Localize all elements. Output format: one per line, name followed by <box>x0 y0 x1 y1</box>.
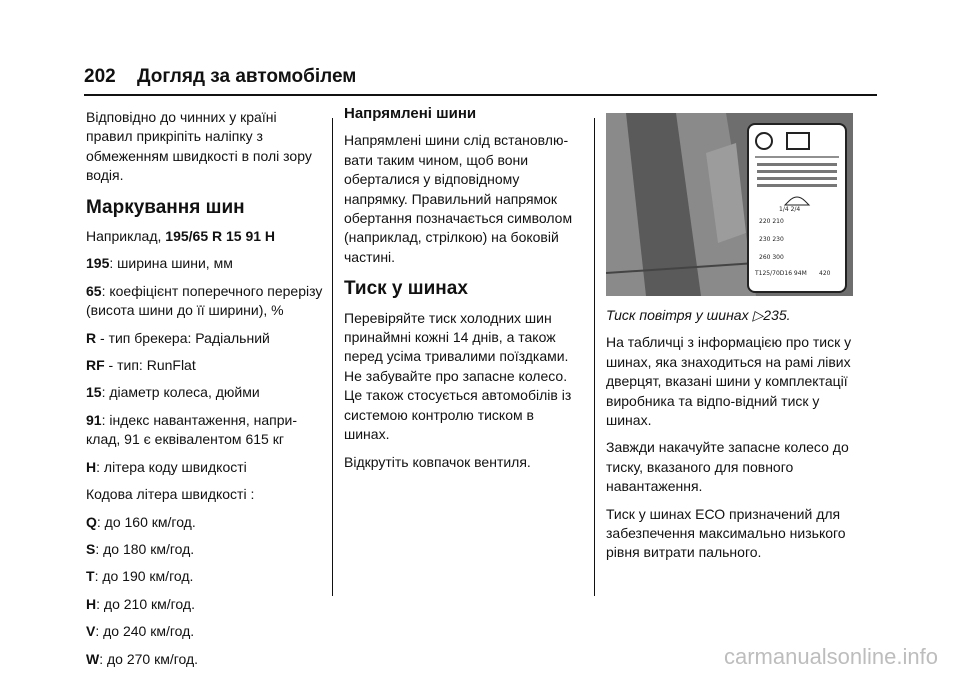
tire-label-figure <box>606 113 853 296</box>
item-key: W <box>86 650 100 667</box>
item-key: 65 <box>86 282 102 299</box>
svg-text:T125/70D16 94M: T125/70D16 94M <box>755 270 807 277</box>
svg-text:230 230: 230 230 <box>759 236 784 243</box>
list-item <box>86 356 324 375</box>
svg-text:260 300: 260 300 <box>759 254 784 261</box>
manual-icon <box>787 133 809 149</box>
list-item <box>86 622 324 641</box>
item-key: Q <box>86 513 97 530</box>
item-key: 195 <box>86 255 110 272</box>
item-key: RF <box>86 357 105 374</box>
example-line: Наприклад, 195/65 R 15 91 H <box>86 228 276 245</box>
section-title: Догляд за автомобілем <box>136 66 357 87</box>
item-key: 15 <box>86 384 102 401</box>
directional-paragraph: Напрямлені шини слід встановлю-вати таким чином, щоб вони оберталися у відповідному напрямку. Правильний напрямок обертання позначається символом (наприклад, стрілкою) на боковій частині. <box>344 132 573 265</box>
item-key: 91 <box>86 411 102 428</box>
list-item <box>86 595 324 614</box>
item-key: S <box>86 540 96 557</box>
speed-list <box>86 513 324 669</box>
figure-caption: Тиск повітря у шинах ▷235. <box>606 307 791 323</box>
valve-paragraph: Відкрутіть ковпачок вентиля. <box>344 453 531 470</box>
column-divider-2 <box>594 118 595 596</box>
item-text: : до 240 км/год. <box>95 623 195 640</box>
item-key: R <box>86 329 97 346</box>
list-item <box>86 458 324 477</box>
item-key: H <box>86 458 97 475</box>
item-text: : ширина шини, мм <box>109 255 233 272</box>
item-key: T <box>86 568 95 585</box>
column-1 <box>86 108 324 677</box>
list-item <box>86 411 324 450</box>
item-text: - тип: RunFlat <box>104 357 196 374</box>
tire-marking-heading: Маркування шин <box>86 196 245 218</box>
list-item <box>86 383 324 402</box>
item-text: : індекс навантаження, напри-клад, 91 є еквівалентом 615 кг <box>86 411 298 448</box>
list-item <box>86 282 324 321</box>
eco-paragraph: Тиск у шинах ЕСО призначений для забезпечення максимально низького рівня витрати пального. <box>606 505 846 561</box>
list-item <box>86 329 324 348</box>
svg-text:420: 420 <box>819 270 831 277</box>
marking-list <box>86 254 324 477</box>
spare-paragraph: Завжди накачуйте запасне колесо до тиску, вказаного для повного навантаження. <box>606 439 849 495</box>
pressure-paragraph: Перевіряйте тиск холодних шин принаймні кожні 14 днів, а також перед усіма тривалими поїздками. Не забувайте про запасне колесо. Це також стосується автомобілів із системою контролю тиском в шинах. <box>344 309 572 443</box>
svg-text:1/4 2/4: 1/4 2/4 <box>779 206 801 213</box>
list-item <box>86 540 324 559</box>
header-rule <box>84 94 877 96</box>
item-text: : коефіцієнт поперечного перерізу (висота шини до її ширини), % <box>86 282 323 319</box>
tire-icon <box>756 133 772 149</box>
example-code: 195/65 R 15 91 H <box>165 228 276 245</box>
watermark: carmanualsonline.info <box>723 644 938 669</box>
list-item <box>86 513 324 532</box>
svg-text:220 210: 220 210 <box>759 218 784 225</box>
label-info-paragraph: На табличці з інформацією про тиск у шинах, яка знаходиться на рамі лівих дверцят, вказані шини у комплектації виробника та відпо-відний тиск у шинах. <box>606 334 852 429</box>
page-ref-icon[interactable]: ▷ <box>752 307 764 323</box>
item-text: : до 180 км/год. <box>95 540 195 557</box>
item-text: : діаметр колеса, дюйми <box>101 384 260 401</box>
item-text: : до 160 км/год. <box>96 513 196 530</box>
speed-code-label: Кодова літера швидкості : <box>86 486 255 503</box>
column-2 <box>344 104 582 480</box>
tire-pressure-label <box>747 123 847 293</box>
column-divider-1 <box>332 118 333 596</box>
list-item <box>86 650 324 669</box>
item-text: : літера коду швидкості <box>96 458 247 475</box>
item-text: : до 210 км/год. <box>96 595 195 612</box>
list-item <box>86 567 324 586</box>
item-key: V <box>86 623 96 640</box>
item-text: - тип брекера: Радіальний <box>96 329 270 346</box>
directional-tires-heading: Напрямлені шини <box>344 105 477 122</box>
tire-pressure-heading: Тиск у шинах <box>344 278 468 300</box>
list-item <box>86 254 324 273</box>
page-ref[interactable]: 235 <box>763 307 787 323</box>
car-icon <box>785 197 809 205</box>
item-text: : до 190 км/год. <box>94 568 194 585</box>
page-number: 202 <box>84 66 116 87</box>
item-text: : до 270 км/год. <box>99 650 199 667</box>
column-3 <box>606 306 852 571</box>
page-header <box>84 66 356 88</box>
label-contents <box>749 125 845 291</box>
item-key: H <box>86 595 97 612</box>
intro-paragraph: Відповідно до чинних у країні правил прикріпіть наліпку з обмеженням швидкості в полі зору водія. <box>86 109 312 184</box>
